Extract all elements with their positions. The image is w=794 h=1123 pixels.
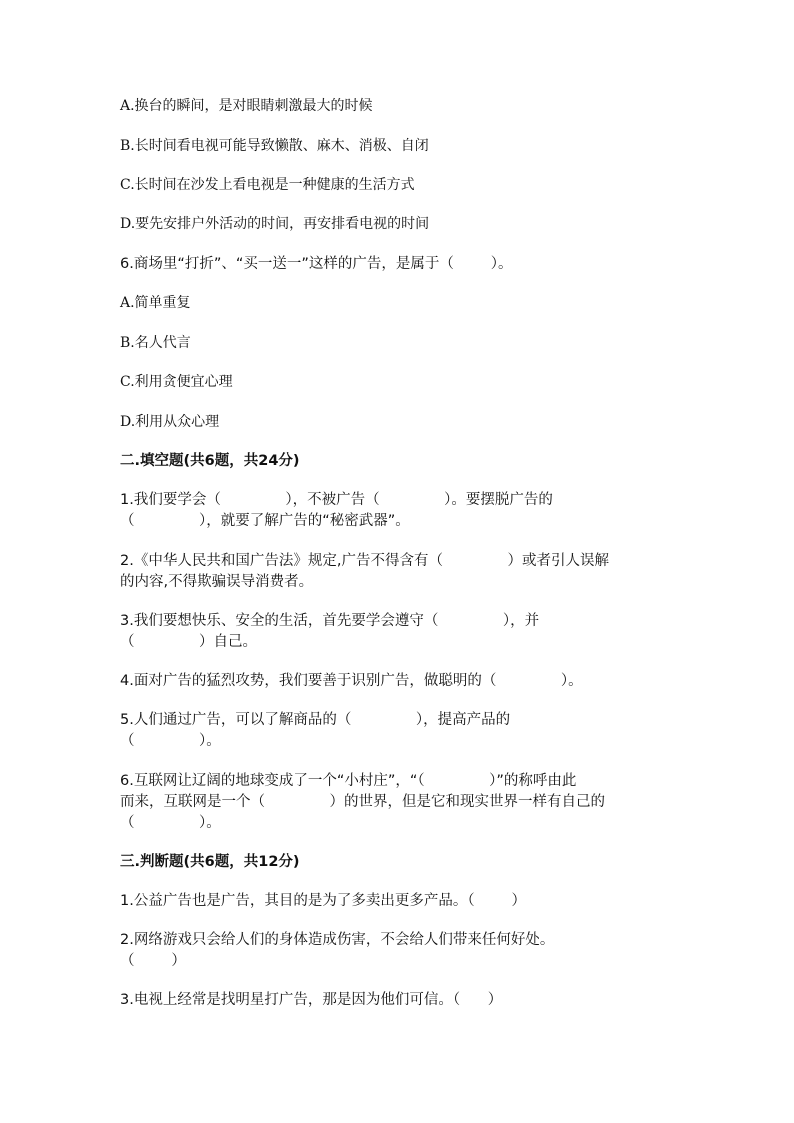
prev-option-d: D.要先安排户外活动的时间，再安排看电视的时间 xyxy=(120,216,430,232)
fill-question-5-line-1: 5.人们通过广告，可以了解商品的（ ），提高产品的 xyxy=(120,712,511,728)
prev-option-c: C.长时间在沙发上看电视是一种健康的生活方式 xyxy=(120,177,415,193)
fill-question-1-line-2: （ ），就要了解广告的“秘密武器”。 xyxy=(120,513,410,529)
judge-question-2-line-2: （ ） xyxy=(120,953,186,969)
question-6-option-c: C.利用贪便宜心理 xyxy=(120,374,233,390)
fill-question-4-line-1: 4.面对广告的猛烈攻势，我们要善于识别广告，做聪明的（ ）。 xyxy=(120,673,583,689)
section-fill-blank-title: 二.填空题(共6题，共24分) xyxy=(120,453,300,469)
fill-question-3-line-2: （ ）自己。 xyxy=(120,634,258,650)
fill-question-1-line-1: 1.我们要学会（ ），不被广告（ ）。要摆脱广告的 xyxy=(120,492,553,508)
prev-option-a: A.换台的瞬间，是对眼睛刺激最大的时候 xyxy=(120,98,373,114)
judge-question-1-line-1: 1.公益广告也是广告，其目的是为了多卖出更多产品。（ ） xyxy=(120,893,526,909)
fill-question-5-line-2: （ ）。 xyxy=(120,733,221,749)
prev-option-b: B.长时间看电视可能导致懒散、麻木、消极、自闭 xyxy=(120,138,429,154)
fill-question-2-line-1: 2.《中华人民共和国广告法》规定,广告不得含有（ ）或者引人误解 xyxy=(120,553,609,569)
judge-question-3-line-1: 3.电视上经常是找明星打广告，那是因为他们可信。（ ） xyxy=(120,992,503,1008)
question-6-stem: 6.商场里“打折”、“买一送一”这样的广告，是属于（ ）。 xyxy=(120,256,513,272)
question-6-option-a: A.简单重复 xyxy=(120,295,191,311)
fill-question-6-line-3: （ ）。 xyxy=(120,815,221,831)
question-6-option-d: D.利用从众心理 xyxy=(120,414,220,430)
fill-question-6-line-2: 而来，互联网是一个（ ）的世界，但是它和现实世界一样有自己的 xyxy=(120,794,606,810)
judge-question-2-line-1: 2.网络游戏只会给人们的身体造成伤害，不会给人们带来任何好处。 xyxy=(120,932,555,948)
section-true-false-title: 三.判断题(共6题，共12分) xyxy=(120,854,300,870)
fill-question-6-line-1: 6.互联网让辽阔的地球变成了一个“小村庄”，“（ ）”的称呼由此 xyxy=(120,773,577,789)
fill-question-2-line-2: 的内容,不得欺骗误导消费者。 xyxy=(120,574,314,590)
question-6-option-b: B.名人代言 xyxy=(120,335,191,351)
fill-question-3-line-1: 3.我们要想快乐、安全的生活，首先要学会遵守（ ），并 xyxy=(120,613,540,629)
